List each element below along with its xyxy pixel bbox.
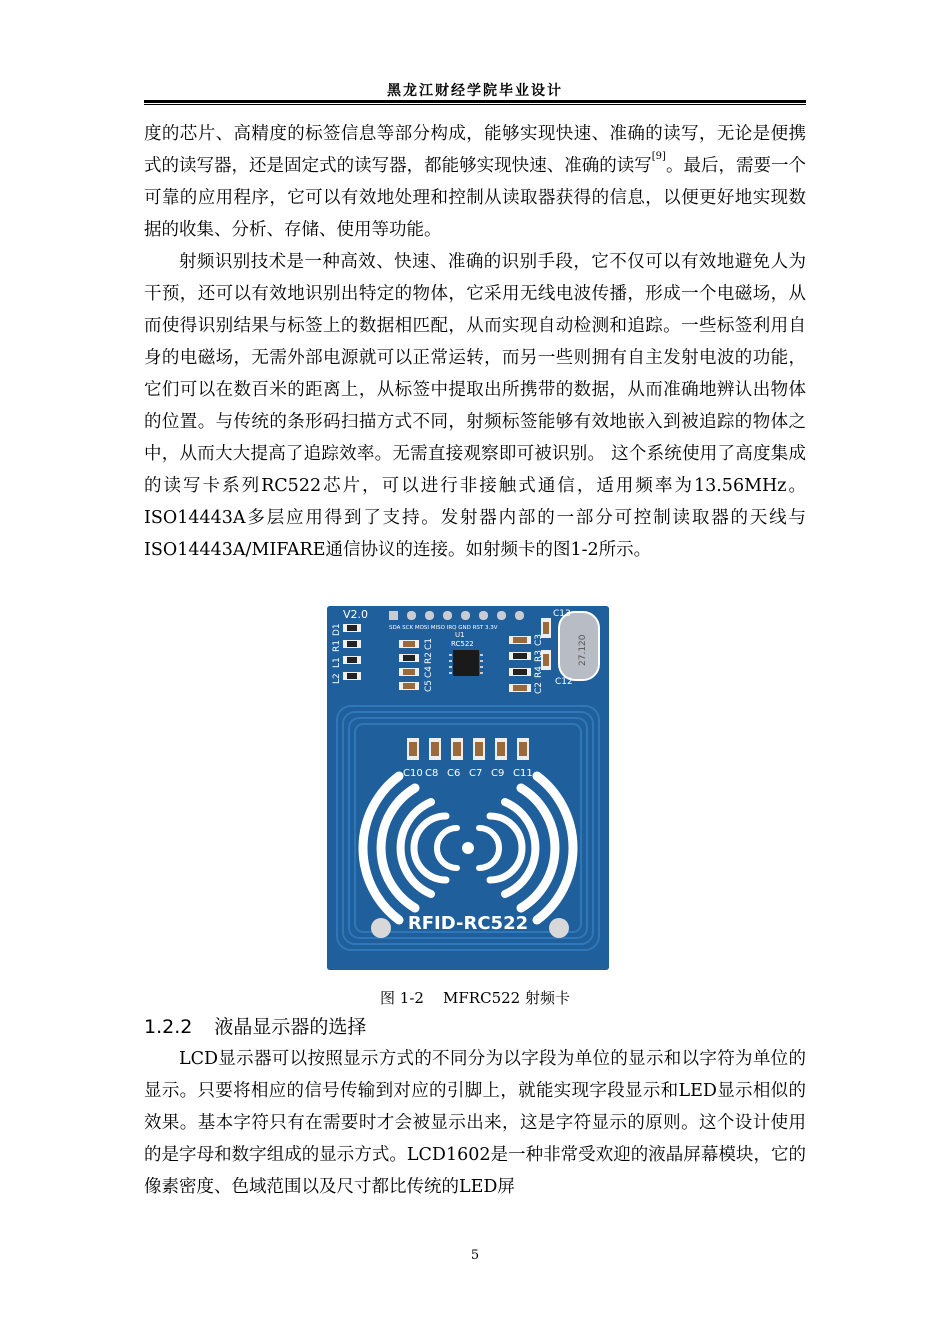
rfid-board-image bbox=[327, 606, 609, 970]
component-label: C4 bbox=[424, 665, 434, 678]
component-label: C13 bbox=[553, 609, 571, 619]
capacitor-body bbox=[453, 742, 461, 756]
component-label: C5 bbox=[424, 679, 434, 692]
paragraph-1-text: 度的芯片、高精度的标签信息等部分构成，能够实现快速、准确的读写，无论是便携式的读写器，还是固定式的读写器，都能够实现快速、准确的读写 bbox=[144, 124, 806, 176]
component-label: R2 bbox=[424, 652, 434, 664]
chip-ref: U1 bbox=[455, 631, 465, 639]
component-label: L2 bbox=[332, 673, 342, 684]
capacitor-body bbox=[475, 742, 483, 756]
component-label: L1 bbox=[332, 657, 342, 668]
component-label: C6 bbox=[447, 768, 461, 779]
component-label: R3 bbox=[534, 650, 544, 662]
capacitor-body bbox=[431, 742, 439, 756]
paragraph-2: 射频识别技术是一种高效、快速、准确的识别手段，它不仅可以有效地避免人为干预，还可以有效地识别出特定的物体，它采用无线电波传播，形成一个电磁场，从而使得识别结果与标签上的数据相匹配，从而实现自动检测和追踪。一些标签利用自身的电磁场，无需外部电源就可以正常运转，而另一些则拥有自主发射电波的功能，它们可以在数百米的距离上，从标签中提取出所携带的数据，从而准确地辨认出物体的位置。与传统的条形码扫描方式不同，射频标签能够有效地嵌入到被追踪的物体之中，从而大大提高了追踪效率。无需直接观察即可被识别。 这个系统使用了高度集成的读写卡系列RC522芯片，可以进行非接触式通信，适用频率为13.56MHz。ISO14443A多层应用得到了支持。发射器内部的一部分可控制读取器的天线与ISO14443A/MIFARE通信协议的连接。如射频卡的图1-2所示。 bbox=[144, 252, 806, 560]
section-number: 1.2.2 bbox=[144, 1016, 193, 1038]
component-label: C2 bbox=[534, 681, 544, 694]
component-label: C10 bbox=[403, 768, 423, 779]
paragraph-1 bbox=[144, 118, 806, 246]
chip-label: RC522 bbox=[451, 640, 474, 648]
component-label: R4 bbox=[534, 666, 544, 678]
section-title: 液晶显示器的选择 bbox=[214, 1016, 367, 1038]
figure-caption bbox=[144, 987, 806, 1008]
component-label: C7 bbox=[469, 768, 483, 779]
component-label: C3 bbox=[534, 633, 544, 646]
paragraph-3: LCD显示器可以按照显示方式的不同分为以字段为单位的显示和以字符为单位的显示。只要将相应的信号传输到对应的引脚上，就能实现字段显示和LED显示相似的效果。基本字符只有在需要时才会被显示出来，这是字符显示的原则。这个设计使用的是字母和数字组成的显示方式。LCD1602是一种非常受欢迎的液晶屏幕模块，它的像素密度、色域范围以及尺寸都比传统的LED屏 bbox=[144, 1049, 806, 1197]
board-label: RFID-RC522 bbox=[407, 913, 529, 934]
paragraph-1-end: 。最后，需要一个可靠的应用程序，它可以有效地处理和控制从读取器获得的信息，以便更好地实现数据的收集、分析、存储、使用等功能。 bbox=[144, 156, 807, 240]
component-label: R1 bbox=[332, 640, 342, 652]
page-number: 5 bbox=[470, 1248, 480, 1263]
crystal-label: 27.120 bbox=[578, 634, 588, 666]
caption-label: 图 1-2 bbox=[380, 989, 424, 1007]
component-label: D1 bbox=[332, 623, 342, 636]
component-label: C8 bbox=[425, 768, 439, 779]
pin-labels: SDA SCK MOSI MISO IRQ GND RST 3.3V bbox=[389, 625, 498, 631]
board-version: V2.0 bbox=[343, 608, 369, 621]
caption-text: MFRC522 射频卡 bbox=[443, 989, 570, 1007]
section-heading bbox=[144, 1012, 366, 1039]
capacitor-body bbox=[497, 742, 505, 756]
component-label: C11 bbox=[513, 768, 533, 779]
component-label: C9 bbox=[491, 768, 505, 779]
component-label: C1 bbox=[424, 637, 434, 650]
page-header: 黑龙江财经学院毕业设计 bbox=[387, 83, 563, 99]
component-label: C12 bbox=[555, 677, 573, 687]
citation-ref: [9] bbox=[651, 151, 666, 162]
header-rule-thick bbox=[144, 100, 806, 103]
capacitor-body bbox=[409, 742, 417, 756]
capacitor-body bbox=[519, 742, 527, 756]
header-rule-thin bbox=[144, 104, 806, 105]
